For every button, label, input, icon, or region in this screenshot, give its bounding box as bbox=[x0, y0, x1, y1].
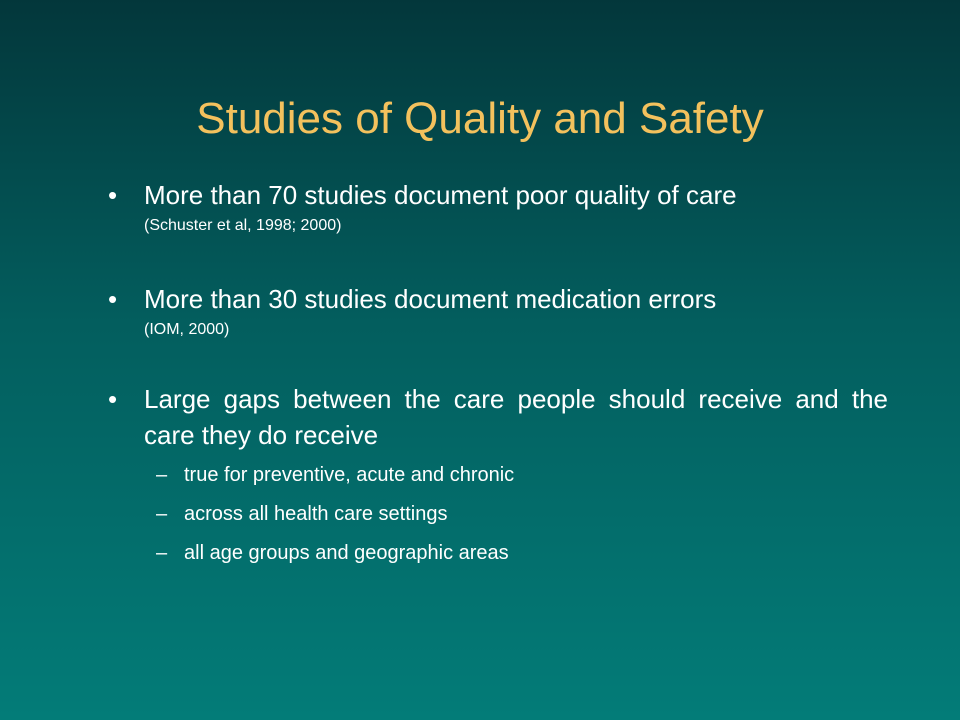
bullet-citation: (Schuster et al, 1998; 2000) bbox=[144, 217, 342, 234]
bullet-item-2 bbox=[108, 281, 888, 341]
dash-marker: – bbox=[156, 542, 168, 564]
sub-bullet-text: all age groups and geographic areas bbox=[184, 542, 509, 564]
bullet-item-1 bbox=[108, 177, 888, 237]
bullet-text: More than 30 studies document medication errors bbox=[144, 284, 717, 314]
sub-bullet-item bbox=[156, 500, 888, 528]
bullet-marker: • bbox=[108, 384, 118, 414]
bullet-text: More than 70 studies document poor quality of care bbox=[144, 180, 737, 210]
sub-bullet-text: across all health care settings bbox=[184, 503, 448, 525]
dash-marker: – bbox=[156, 464, 168, 486]
sub-bullet-item bbox=[156, 539, 888, 567]
bullet-marker: • bbox=[108, 180, 118, 210]
bullet-marker: • bbox=[108, 284, 118, 314]
sub-bullet-list bbox=[156, 461, 888, 567]
bullet-item-3 bbox=[108, 381, 888, 578]
sub-bullet-item bbox=[156, 461, 888, 489]
slide-title: Studies of Quality and Safety bbox=[196, 94, 764, 143]
bullet-text: Large gaps between the care people should receive and the care they do receive bbox=[144, 384, 888, 450]
bullet-citation: (IOM, 2000) bbox=[144, 321, 230, 338]
dash-marker: – bbox=[156, 503, 168, 525]
sub-bullet-text: true for preventive, acute and chronic bbox=[184, 464, 515, 486]
